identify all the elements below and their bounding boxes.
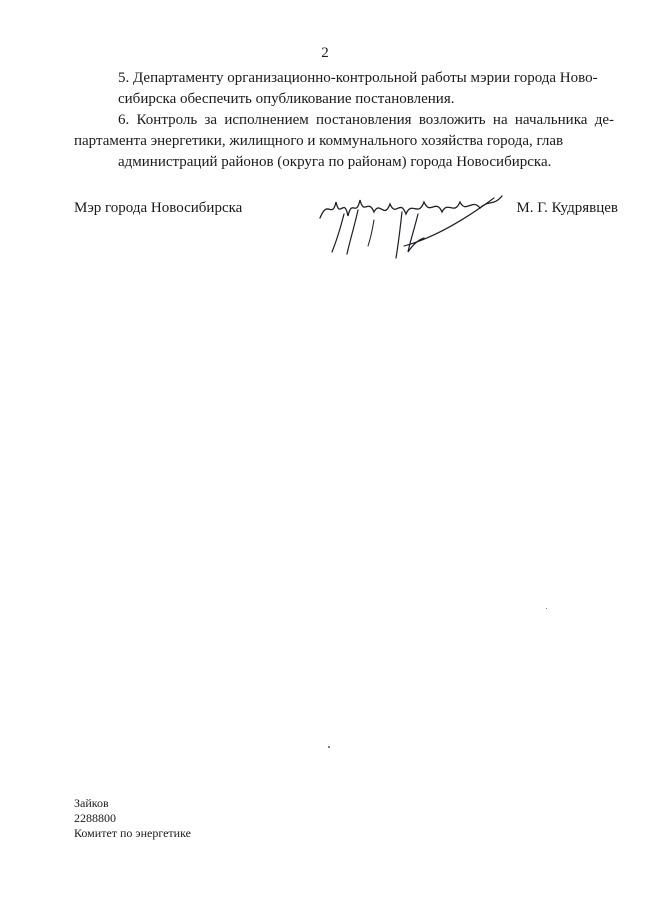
paragraph-line: администраций районов (округа по районам) города Новосибирска. [118, 154, 552, 170]
signer-title: Мэр города Новосибирска [74, 200, 243, 216]
executor-phone: 2288800 [74, 811, 116, 825]
page-number: 2 [321, 45, 329, 61]
paragraph-line: сибирска обеспечить опубликование постановления. [118, 91, 455, 107]
signature-block [74, 190, 618, 260]
paragraph-line: 5. Департаменту организационно-контрольной работы мэрии города Ново- [118, 70, 598, 86]
paragraph-line: партамента энергетики, жилищного и коммунального хозяйства города, глав [74, 133, 564, 149]
scan-speck [328, 746, 330, 748]
scan-speck [546, 608, 547, 609]
signer-name: М. Г. Кудрявцев [516, 200, 618, 216]
executor-footer [74, 796, 191, 841]
document-body [74, 68, 614, 173]
paragraph-line: 6. Контроль за исполнением постановления возложить на начальника де- [118, 112, 614, 128]
handwritten-signature [314, 190, 524, 260]
executor-name: Зайков [74, 796, 109, 810]
paragraph-6 [74, 110, 614, 173]
executor-department: Комитет по энергетике [74, 826, 191, 840]
paragraph-5 [74, 68, 614, 110]
